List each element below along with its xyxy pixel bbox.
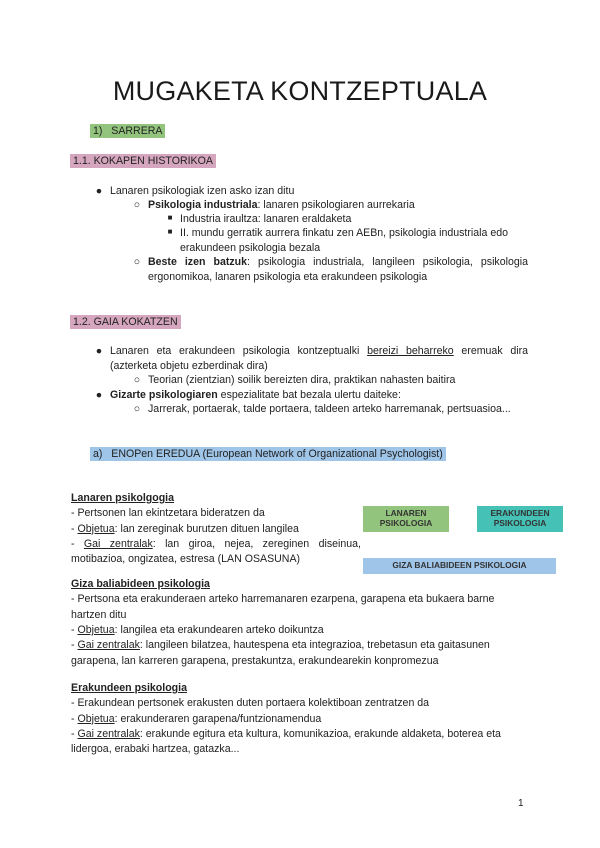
block-line: : erakunde egitura eta kultura, komunikazioa, erakunde aldaketa, boterea eta xyxy=(139,728,501,741)
subsection-heading-gaia xyxy=(70,315,181,330)
list-item-text: Lanaren psikologiak izen asko izan ditu xyxy=(110,185,295,197)
section-number: 1) xyxy=(93,125,103,137)
block-line: : lan giroa, nejea, zereginen diseinua, xyxy=(152,538,361,551)
block-line: - Pertsonen lan ekintzetara bideratzen da xyxy=(71,507,265,520)
dash: - xyxy=(71,712,78,725)
box-label: ERAKUNDEEN xyxy=(490,508,550,518)
list-item xyxy=(126,402,511,417)
block-heading: Lanaren psikolgogia xyxy=(71,492,175,504)
underlined-text: Gai zentralak xyxy=(83,538,153,551)
list-item-text: erakundeen psikologia bezala xyxy=(180,242,321,255)
list-item-text: Industria iraultza: lanaren eraldaketa xyxy=(180,213,352,225)
dash: - xyxy=(71,624,78,637)
dash: - xyxy=(71,639,78,652)
box-label: PSIKOLOGIA xyxy=(493,518,547,529)
list-item-text: Jarrerak, portaerak, talde portaera, taldeen arteko harremanak, pertsuasioa... xyxy=(148,403,511,415)
list-item-text: Teorian (zientzian) soilik bereizten dira, praktikan nahasten baitira xyxy=(148,374,456,386)
underlined-text: Objetua xyxy=(77,624,115,637)
circle-bullet-icon: ○ xyxy=(133,403,141,415)
circle-bullet-icon: ○ xyxy=(133,374,141,386)
block-line: : lan zereginak burutzen dituen langilea xyxy=(114,522,299,535)
list-item-text: ergonomikoa, lanaren psikologia eta erakundeen psikologia xyxy=(148,271,428,284)
dash: - xyxy=(71,728,78,741)
underlined-text: Objetua xyxy=(77,522,115,535)
enop-letter: a) xyxy=(93,448,103,460)
bold-term: Psikologia industriala xyxy=(148,199,258,211)
subsection-heading-kokapen xyxy=(70,154,216,169)
section-heading-sarrera xyxy=(90,124,165,139)
list-item-text: : psikologia industriala, langileen psikologia, psikologia xyxy=(247,256,528,268)
list-item xyxy=(88,344,528,375)
underlined-text: Objetua xyxy=(77,712,115,725)
list-item-text: : lanaren psikologiaren aurrekaria xyxy=(257,199,415,211)
page-title: MUGAKETA KONTZEPTUALA xyxy=(112,76,488,106)
list-item-text: Lanaren eta erakundeen psikologia kontzeptualki xyxy=(110,345,368,357)
giza-block xyxy=(71,577,528,669)
square-bullet-icon: ■ xyxy=(167,213,173,222)
bullet-icon: ● xyxy=(95,185,103,197)
diagram-box-erakundeen xyxy=(477,506,563,532)
list-item xyxy=(160,226,508,257)
list-item xyxy=(126,373,455,388)
bullet-icon: ● xyxy=(95,345,103,357)
underlined-text: bereizi beharreko xyxy=(367,345,454,357)
lanaren-block xyxy=(71,491,361,568)
block-line: garapena, lan karreren garapena, prestakuntza, erakundearekin konpromezua xyxy=(71,654,439,667)
bold-term: Gizarte psikologiaren xyxy=(110,389,218,401)
page-number: 1 xyxy=(518,798,524,809)
box-label: LANAREN xyxy=(385,508,427,518)
block-line: lidergoa, erabaki hartzea, gatazka... xyxy=(71,743,240,756)
diagram-box-lanaren xyxy=(363,506,449,532)
circle-bullet-icon: ○ xyxy=(133,199,141,211)
square-bullet-icon: ■ xyxy=(167,227,173,236)
bullet-icon: ● xyxy=(95,389,103,401)
block-line: motibazioa, ongizatea, estresa (LAN OSASUNA) xyxy=(71,553,301,566)
enop-heading xyxy=(90,447,446,462)
list-item-text: (azterketa objetu ezberdinak dira) xyxy=(110,360,268,373)
circle-bullet-icon: ○ xyxy=(133,256,141,268)
dash: - xyxy=(71,538,84,551)
list-item xyxy=(126,255,528,286)
erakunde-block xyxy=(71,681,528,758)
block-line: : langilea eta erakundearen arteko doikuntza xyxy=(114,624,324,637)
list-item-text: II. mundu gerratik aurrera finkatu zen AEBn, psikologia industriala edo xyxy=(180,227,509,239)
subsection-label: 1.2. GAIA KOKATZEN xyxy=(70,315,181,329)
list-item-text: eremuak dira xyxy=(453,345,528,357)
list-item-text: espezialitate bat bezala ulertu daiteke: xyxy=(217,389,401,401)
block-line: hartzen ditu xyxy=(71,608,127,621)
subsection-label: 1.1. KOKAPEN HISTORIKOA xyxy=(70,154,216,168)
box-label: PSIKOLOGIA xyxy=(379,518,433,529)
dash: - xyxy=(71,522,78,535)
diagram-box-giza xyxy=(363,558,556,574)
enop-label: ENOPen EREDUA (European Network of Organizational Psychologist) xyxy=(111,448,443,460)
underlined-text: Gai zentralak xyxy=(77,639,140,652)
underlined-text: Gai zentralak xyxy=(77,728,140,741)
block-heading: Giza baliabideen psikologia xyxy=(71,578,210,590)
block-line: - Erakundean pertsonek erakusten duten portaera kolektiboan zentratzen da xyxy=(71,697,430,710)
block-line: : langileen bilatzea, hautespena eta integrazioa, trebetasun eta gaitasunen xyxy=(139,639,490,652)
block-line: - Pertsona eta erakunderaen arteko harremanaren ezarpena, garapena eta bukaera barne xyxy=(71,593,495,606)
block-heading: Erakundeen psikologia xyxy=(71,682,187,694)
block-line: : erakunderaren garapena/funtzionamendua xyxy=(114,712,322,725)
box-label: GIZA BALIABIDEEN PSIKOLOGIA xyxy=(392,560,527,570)
section-label: SARRERA xyxy=(111,125,163,137)
bold-term: Beste izen batzuk xyxy=(148,256,248,268)
